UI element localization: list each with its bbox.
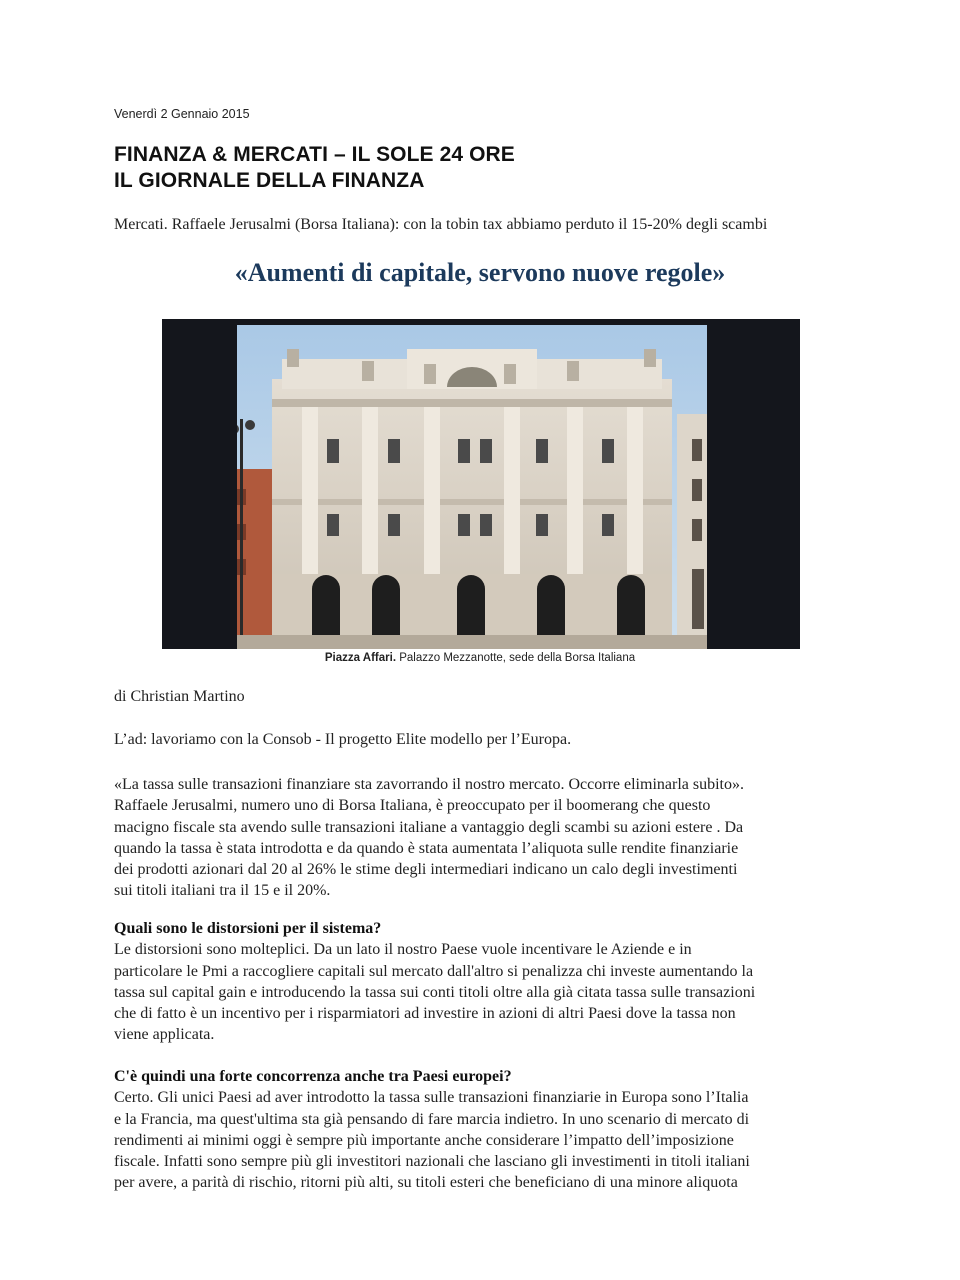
paragraph-line: e la Francia, ma quest'ultima sta già pensando di fare marcia indietro. In uno scenario di mercato di xyxy=(114,1110,750,1128)
paragraph-intro xyxy=(114,774,854,902)
headline: «Aumenti di capitale, servono nuove regole» xyxy=(234,258,726,287)
masthead xyxy=(114,142,515,194)
question-heading: C'è quindi una forte concorrenza anche tra Paesi europei? xyxy=(114,1068,512,1085)
interview-block-2 xyxy=(114,1066,854,1194)
caption-text: Palazzo Mezzanotte, sede della Borsa Italiana xyxy=(396,652,636,664)
photo-palazzo-mezzanotte xyxy=(162,319,800,649)
caption-bold: Piazza Affari. xyxy=(324,652,397,664)
publication-date: Venerdì 2 Gennaio 2015 xyxy=(114,107,250,121)
question-heading: Quali sono le distorsioni per il sistema? xyxy=(114,920,382,937)
paragraph-line: particolare le Pmi a raccogliere capitali sul mercato dall'altro si penalizza chi investe aumentando la xyxy=(114,962,754,980)
paragraph-line: sui titoli italiani tra il 15 e il 20%. xyxy=(114,882,331,900)
paragraph-line: quando la tassa è stata introdotta e da quando è stata aumentata l’aliquota sulle rendite finanziarie xyxy=(114,839,739,857)
interview-block-1 xyxy=(114,918,854,1046)
kicker: Mercati. Raffaele Jerusalmi (Borsa Italiana): con la tobin tax abbiamo perduto il 15-20% degli scambi xyxy=(114,216,768,233)
paragraph-line: dei prodotti azionari dal 20 al 26% le stime degli intermediari indicano un calo degli investimenti xyxy=(114,861,738,879)
paragraph-line: Raffaele Jerusalmi, numero uno di Borsa Italiana, è preoccupato per il boomerang che questo xyxy=(114,797,711,815)
lead-text: L’ad: lavoriamo con la Consob - Il progetto Elite modello per l’Europa. xyxy=(114,731,572,748)
paragraph-line: viene applicata. xyxy=(114,1026,215,1044)
paragraph-line: «La tassa sulle transazioni finanziare sta zavorrando il nostro mercato. Occorre eliminarla subito». xyxy=(114,776,744,793)
paragraph-line: Certo. Gli unici Paesi ad aver introdotto la tassa sulle transazioni finanziarie in Europa sono l’Italia xyxy=(114,1089,749,1107)
paragraph-line: che di fatto è un incentivo per i risparmiatori ad investire in azioni di altri Paesi dove la tassa non xyxy=(114,1005,736,1023)
paragraph-line: per avere, a parità di rischio, ritorni più alti, su titoli esteri che beneficiano di una minore aliquota xyxy=(114,1174,738,1192)
photo-caption xyxy=(0,652,960,664)
masthead-line-1: FINANZA & MERCATI – IL SOLE 24 ORE xyxy=(114,143,515,166)
paragraph-line: Le distorsioni sono molteplici. Da un lato il nostro Paese vuole incentivare le Aziende e in xyxy=(114,941,692,959)
paragraph-line: tassa sul capital gain e introducendo la tassa sui conti titoli oltre alla già citata tassa sulle transazioni xyxy=(114,983,756,1001)
paragraph-line: rendimenti ai minimi oggi è sempre più importante anche considerare l’impatto dell’imposizione xyxy=(114,1131,734,1149)
paragraph-line: fiscale. Infatti sono sempre più gli investitori nazionali che lasciano gli investimenti in titoli italiani xyxy=(114,1153,750,1171)
masthead-line-2: IL GIORNALE DELLA FINANZA xyxy=(114,169,425,192)
byline: di Christian Martino xyxy=(114,688,245,705)
paragraph-line: macigno fiscale sta avendo sulle transazioni italiane a vantaggio degli scambi su azioni estere . Da xyxy=(114,818,744,836)
